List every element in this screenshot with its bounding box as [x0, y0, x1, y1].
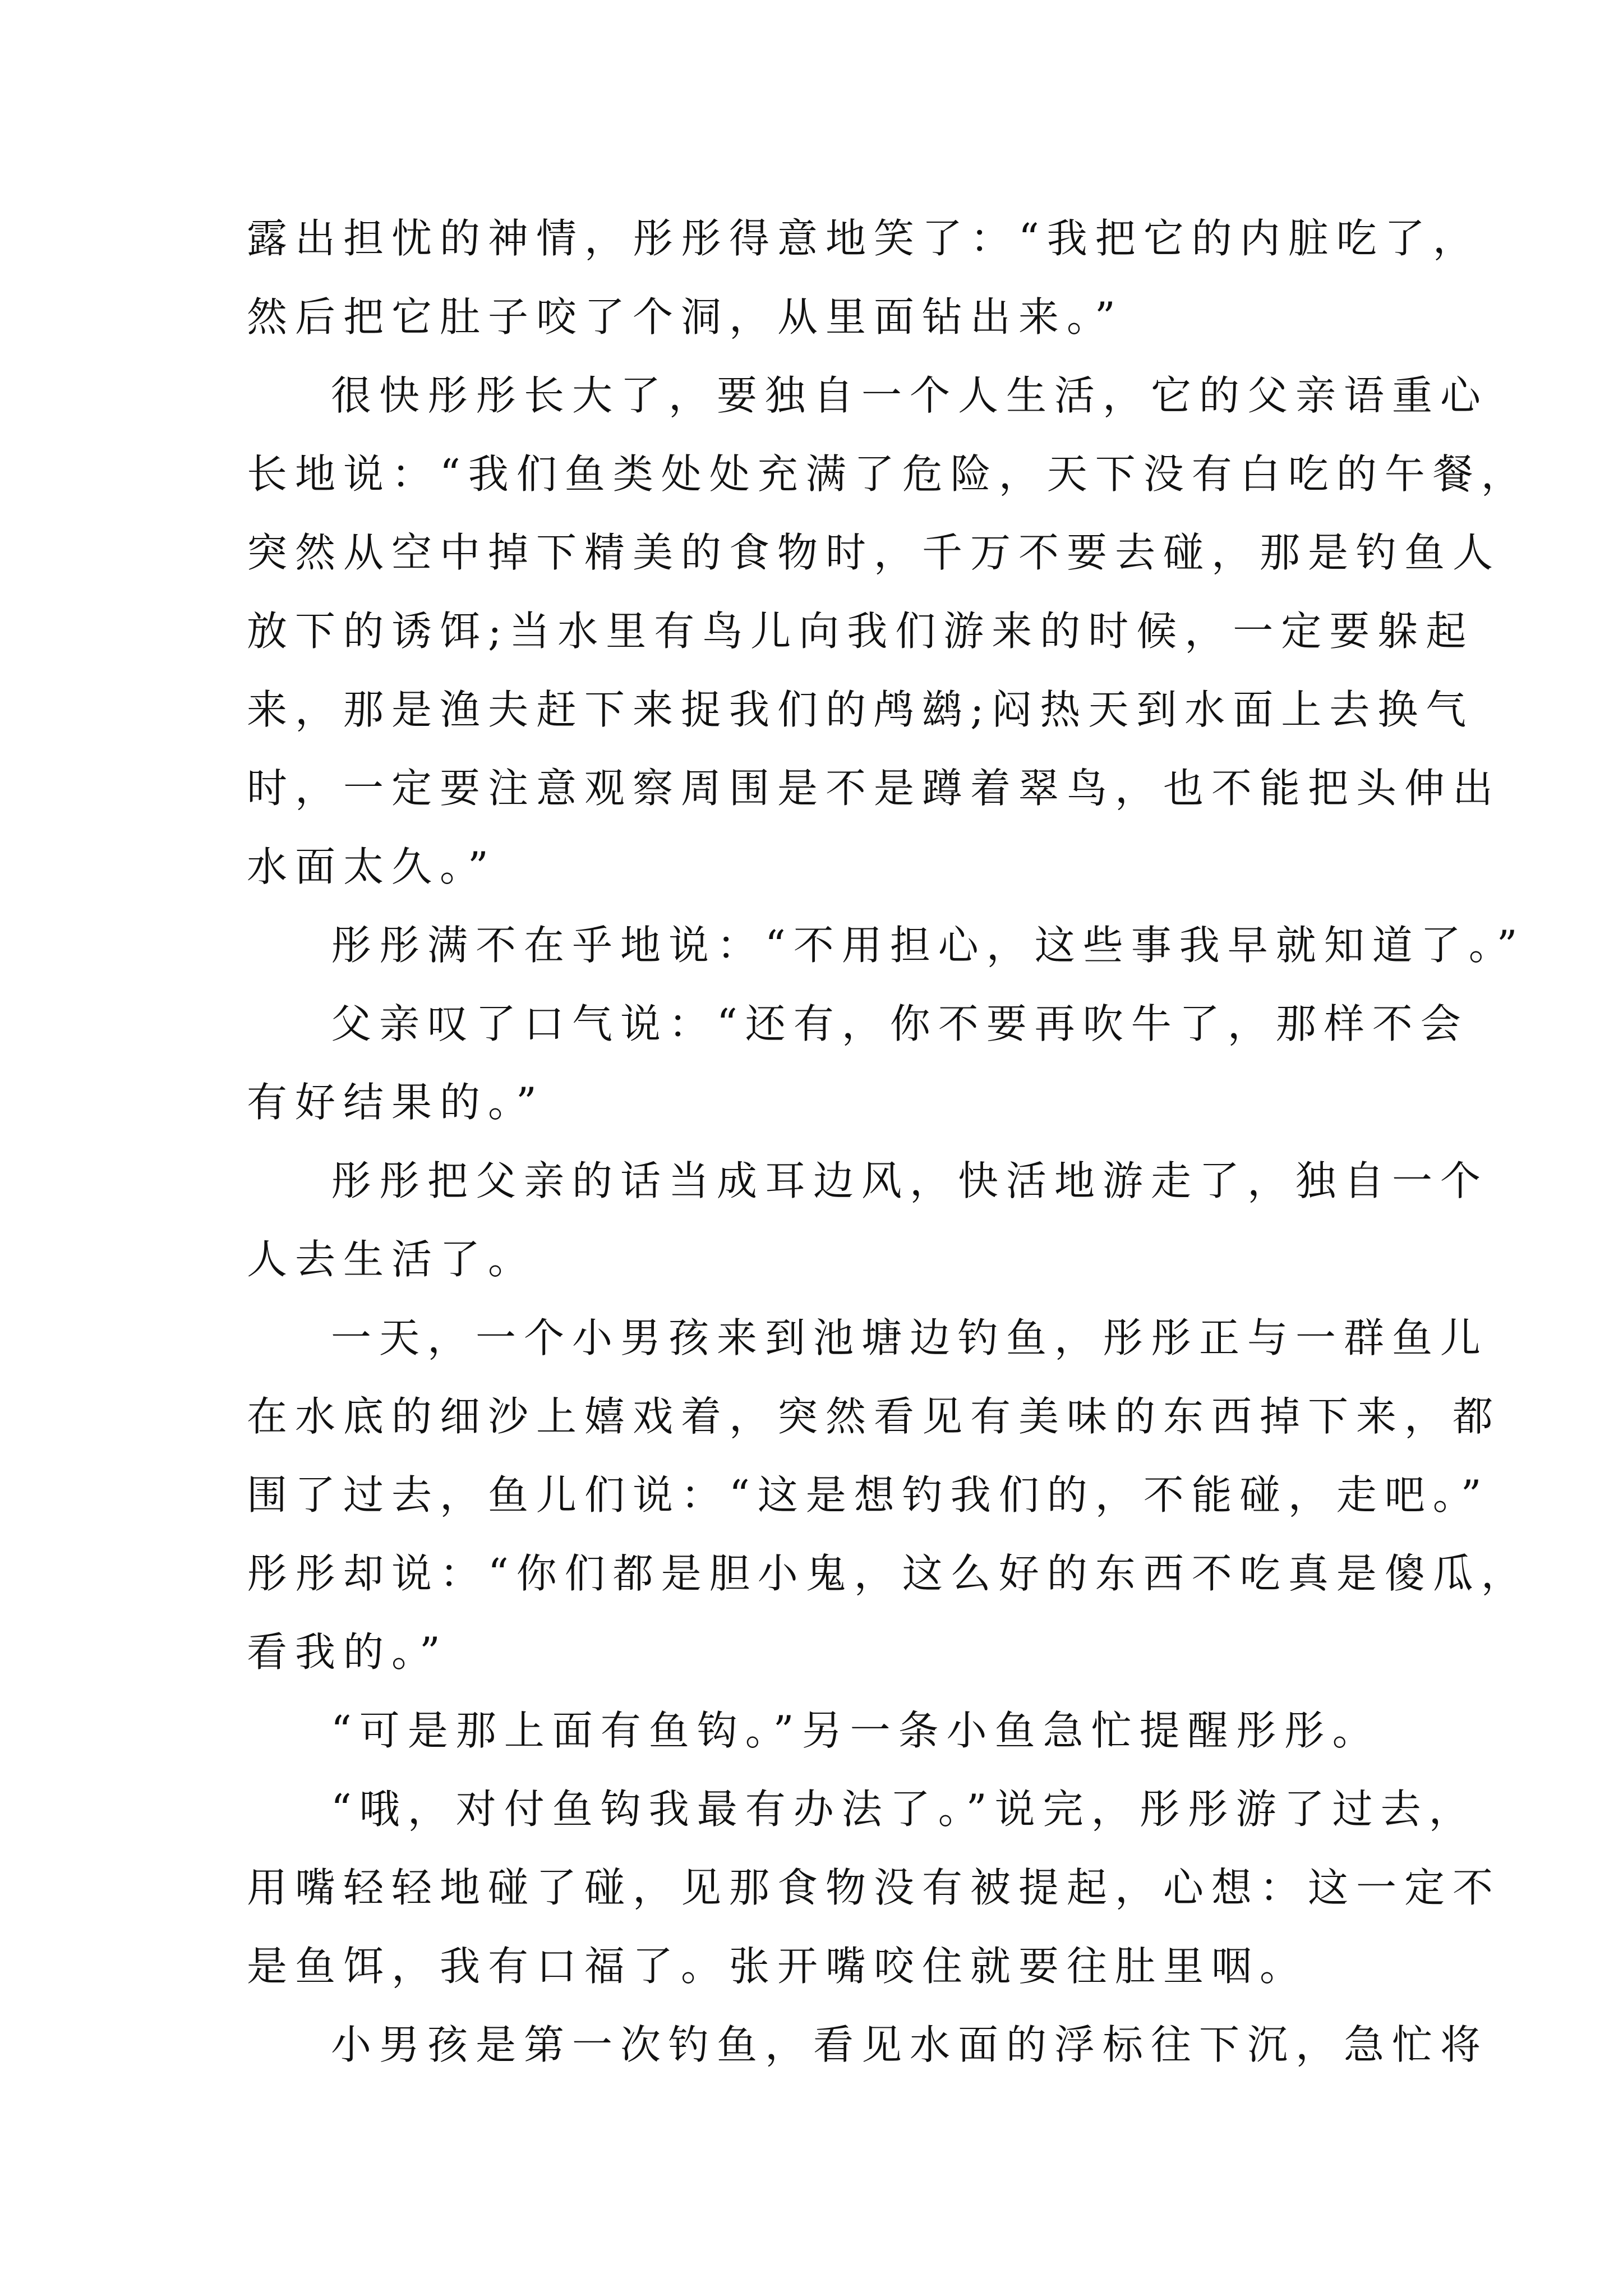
- text-line: 是鱼饵，我有口福了。张开嘴咬住就要往肚里咽。: [247, 1943, 1308, 1990]
- text-line: “可是那上面有鱼钩。”另一条小鱼急忙提醒彤彤。: [331, 1707, 1381, 1754]
- text-line: 在水底的细沙上嬉戏着，突然看见有美味的东西掉下来，都: [247, 1393, 1501, 1440]
- text-line: 很快彤彤长大了，要独自一个人生活，它的父亲语重心: [331, 372, 1489, 419]
- text-line: 水面太久。”: [247, 843, 496, 890]
- text-line: 时，一定要注意观察周围是不是蹲着翠鸟，也不能把头伸出: [247, 765, 1501, 812]
- text-line: 长地说：“我们鱼类处处充满了危险，天下没有白吃的午餐，: [247, 450, 1529, 498]
- text-line: 围了过去，鱼儿们说：“这是想钓我们的，不能碰，走吧。”: [247, 1471, 1490, 1519]
- text-line: 父亲叹了口气说：“还有，你不要再吹牛了，那样不会: [331, 1000, 1469, 1047]
- text-line: 彤彤满不在乎地说：“不用担心，这些事我早就知道了。”: [331, 922, 1525, 969]
- text-line: 一天，一个小男孩来到池塘边钓鱼，彤彤正与一群鱼儿: [331, 1314, 1489, 1361]
- text-line: 用嘴轻轻地碰了碰，见那食物没有被提起，心想：这一定不: [247, 1864, 1501, 1911]
- text-line: 彤彤把父亲的话当成耳边风，快活地游走了，独自一个: [331, 1157, 1489, 1204]
- text-line: 露出担忧的神情，彤彤得意地笑了：“我把它的内脏吃了，: [247, 215, 1481, 262]
- text-line: 小男孩是第一次钓鱼，看见水面的浮标往下沉，急忙将: [331, 2021, 1489, 2068]
- text-line: 人去生活了。: [247, 1236, 537, 1283]
- text-line: “哦，对付鱼钩我最有办法了。”说完，彤彤游了过去，: [331, 1786, 1477, 1833]
- text-line: 突然从空中掉下精美的食物时，千万不要去碰，那是钓鱼人: [247, 529, 1501, 576]
- text-line: 然后把它肚子咬了个洞，从里面钻出来。”: [247, 293, 1123, 341]
- text-line: 来，那是渔夫赶下来捉我们的鸬鹚;闷热天到水面上去换气: [247, 686, 1474, 733]
- text-line: 有好结果的。”: [247, 1079, 545, 1126]
- text-line: 看我的。”: [247, 1628, 448, 1676]
- text-line: 彤彤却说：“你们都是胆小鬼，这么好的东西不吃真是傻瓜，: [247, 1550, 1529, 1597]
- text-line: 放下的诱饵;当水里有鸟儿向我们游来的时候，一定要躲起: [247, 608, 1474, 655]
